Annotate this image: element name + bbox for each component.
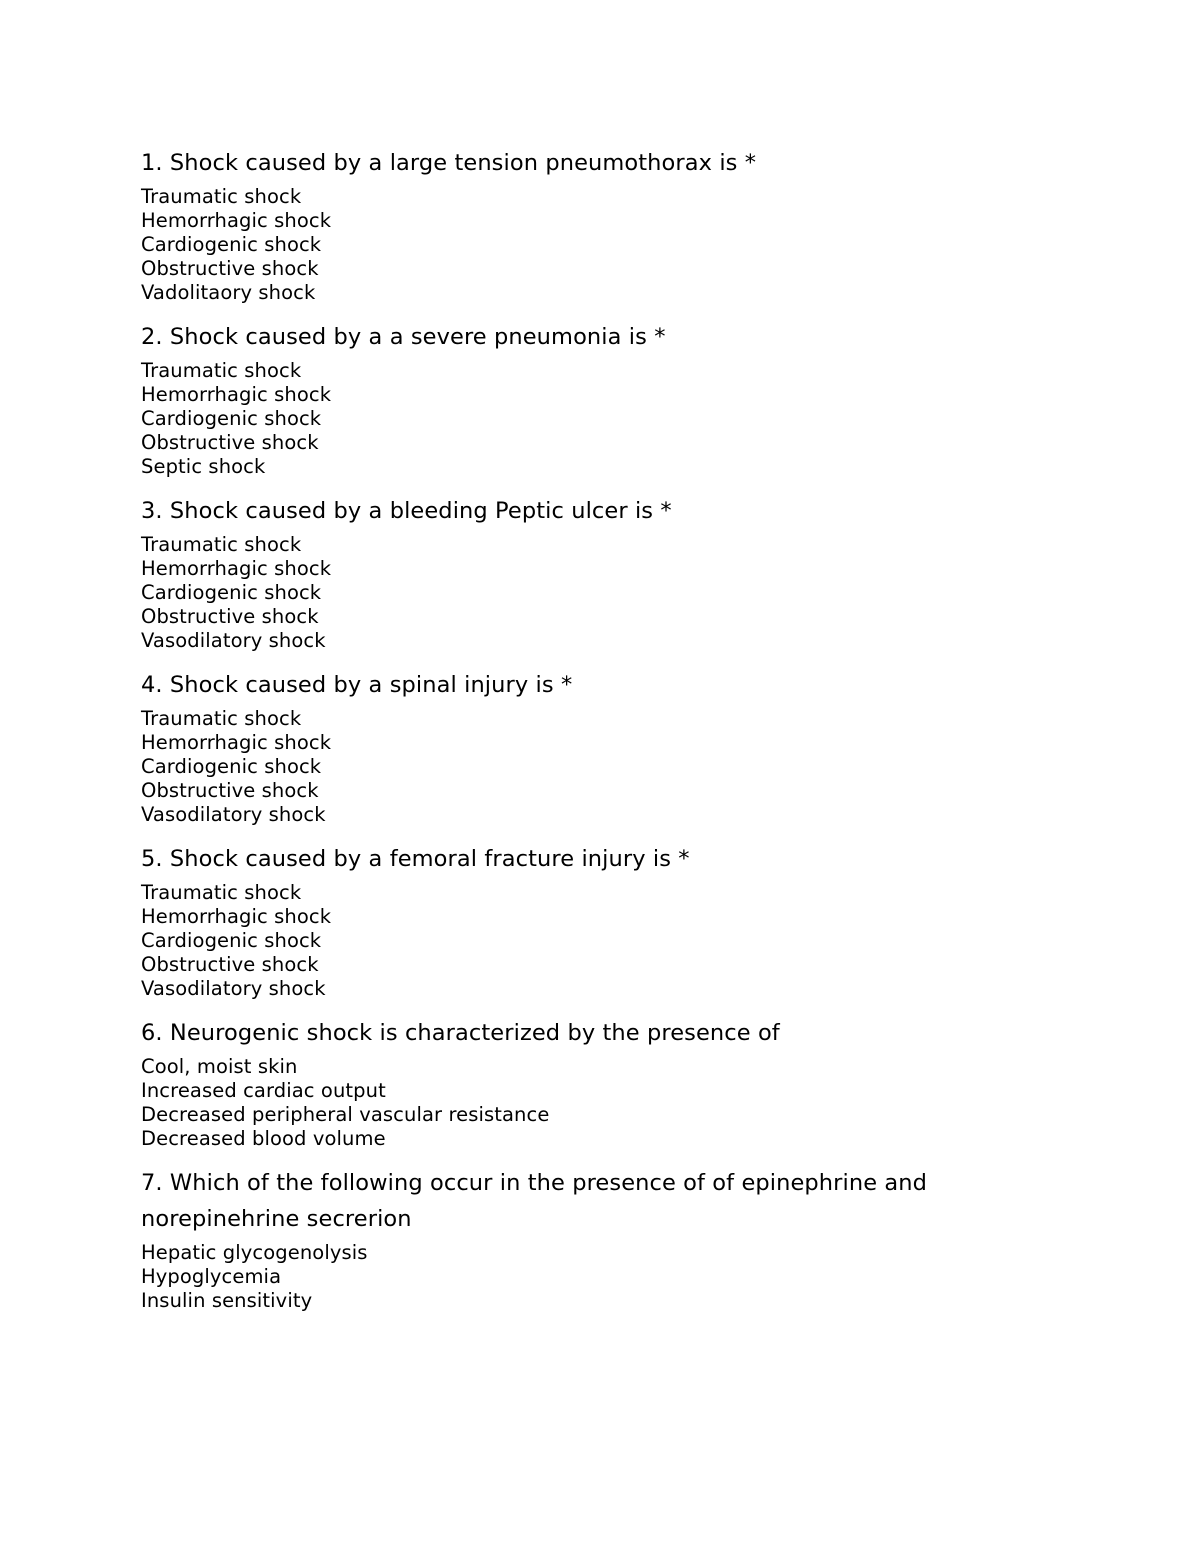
question-2 bbox=[141, 319, 1021, 479]
option: Increased cardiac output bbox=[141, 1079, 386, 1102]
option: Traumatic shock bbox=[141, 533, 302, 556]
question-1 bbox=[141, 145, 1021, 305]
option: Cardiogenic shock bbox=[141, 929, 322, 952]
question-title: 5. Shock caused by a femoral fracture injury is * bbox=[141, 846, 690, 872]
option: Vasodilatory shock bbox=[141, 629, 326, 652]
option: Vasodilatory shock bbox=[141, 977, 326, 1000]
option: Vasodilatory shock bbox=[141, 803, 326, 826]
option: Traumatic shock bbox=[141, 359, 302, 382]
question-4 bbox=[141, 667, 1021, 827]
option: Hemorrhagic shock bbox=[141, 383, 332, 406]
question-title: 6. Neurogenic shock is characterized by the presence of bbox=[141, 1020, 780, 1046]
option-list bbox=[141, 707, 1021, 827]
option: Cardiogenic shock bbox=[141, 407, 322, 430]
option: Hepatic glycogenolysis bbox=[141, 1241, 368, 1264]
option-list bbox=[141, 185, 1021, 305]
question-title: 4. Shock caused by a spinal injury is * bbox=[141, 672, 573, 698]
option: Traumatic shock bbox=[141, 707, 302, 730]
option-list bbox=[141, 881, 1021, 1001]
option: Insulin sensitivity bbox=[141, 1289, 313, 1312]
option: Traumatic shock bbox=[141, 881, 302, 904]
option: Decreased blood volume bbox=[141, 1127, 386, 1150]
option: Decreased peripheral vascular resistance bbox=[141, 1103, 550, 1126]
option: Cardiogenic shock bbox=[141, 581, 322, 604]
option: Obstructive shock bbox=[141, 605, 319, 628]
option: Hemorrhagic shock bbox=[141, 905, 332, 928]
option-list bbox=[141, 1055, 1021, 1151]
question-title: 2. Shock caused by a a severe pneumonia is * bbox=[141, 324, 666, 350]
option-list bbox=[141, 533, 1021, 653]
option: Hemorrhagic shock bbox=[141, 557, 332, 580]
option: Cardiogenic shock bbox=[141, 233, 322, 256]
question-title: 3. Shock caused by a bleeding Peptic ulcer is * bbox=[141, 498, 672, 524]
option-list bbox=[141, 1241, 1021, 1313]
question-6 bbox=[141, 1015, 1021, 1151]
option: Hypoglycemia bbox=[141, 1265, 282, 1288]
question-title: 1. Shock caused by a large tension pneumothorax is * bbox=[141, 150, 757, 176]
option: Traumatic shock bbox=[141, 185, 302, 208]
document-page bbox=[141, 145, 1021, 1327]
option-list bbox=[141, 359, 1021, 479]
option: Septic shock bbox=[141, 455, 266, 478]
option: Cool, moist skin bbox=[141, 1055, 298, 1078]
option: Hemorrhagic shock bbox=[141, 209, 332, 232]
option: Obstructive shock bbox=[141, 257, 319, 280]
option: Hemorrhagic shock bbox=[141, 731, 332, 754]
option: Obstructive shock bbox=[141, 779, 319, 802]
question-5 bbox=[141, 841, 1021, 1001]
option: Obstructive shock bbox=[141, 953, 319, 976]
question-7 bbox=[141, 1165, 1021, 1313]
option: Cardiogenic shock bbox=[141, 755, 322, 778]
option: Obstructive shock bbox=[141, 431, 319, 454]
option: Vadolitaory shock bbox=[141, 281, 316, 304]
question-3 bbox=[141, 493, 1021, 653]
question-title: 7. Which of the following occur in the presence of of epinephrine and norepinehrine secrerion bbox=[141, 1170, 928, 1232]
